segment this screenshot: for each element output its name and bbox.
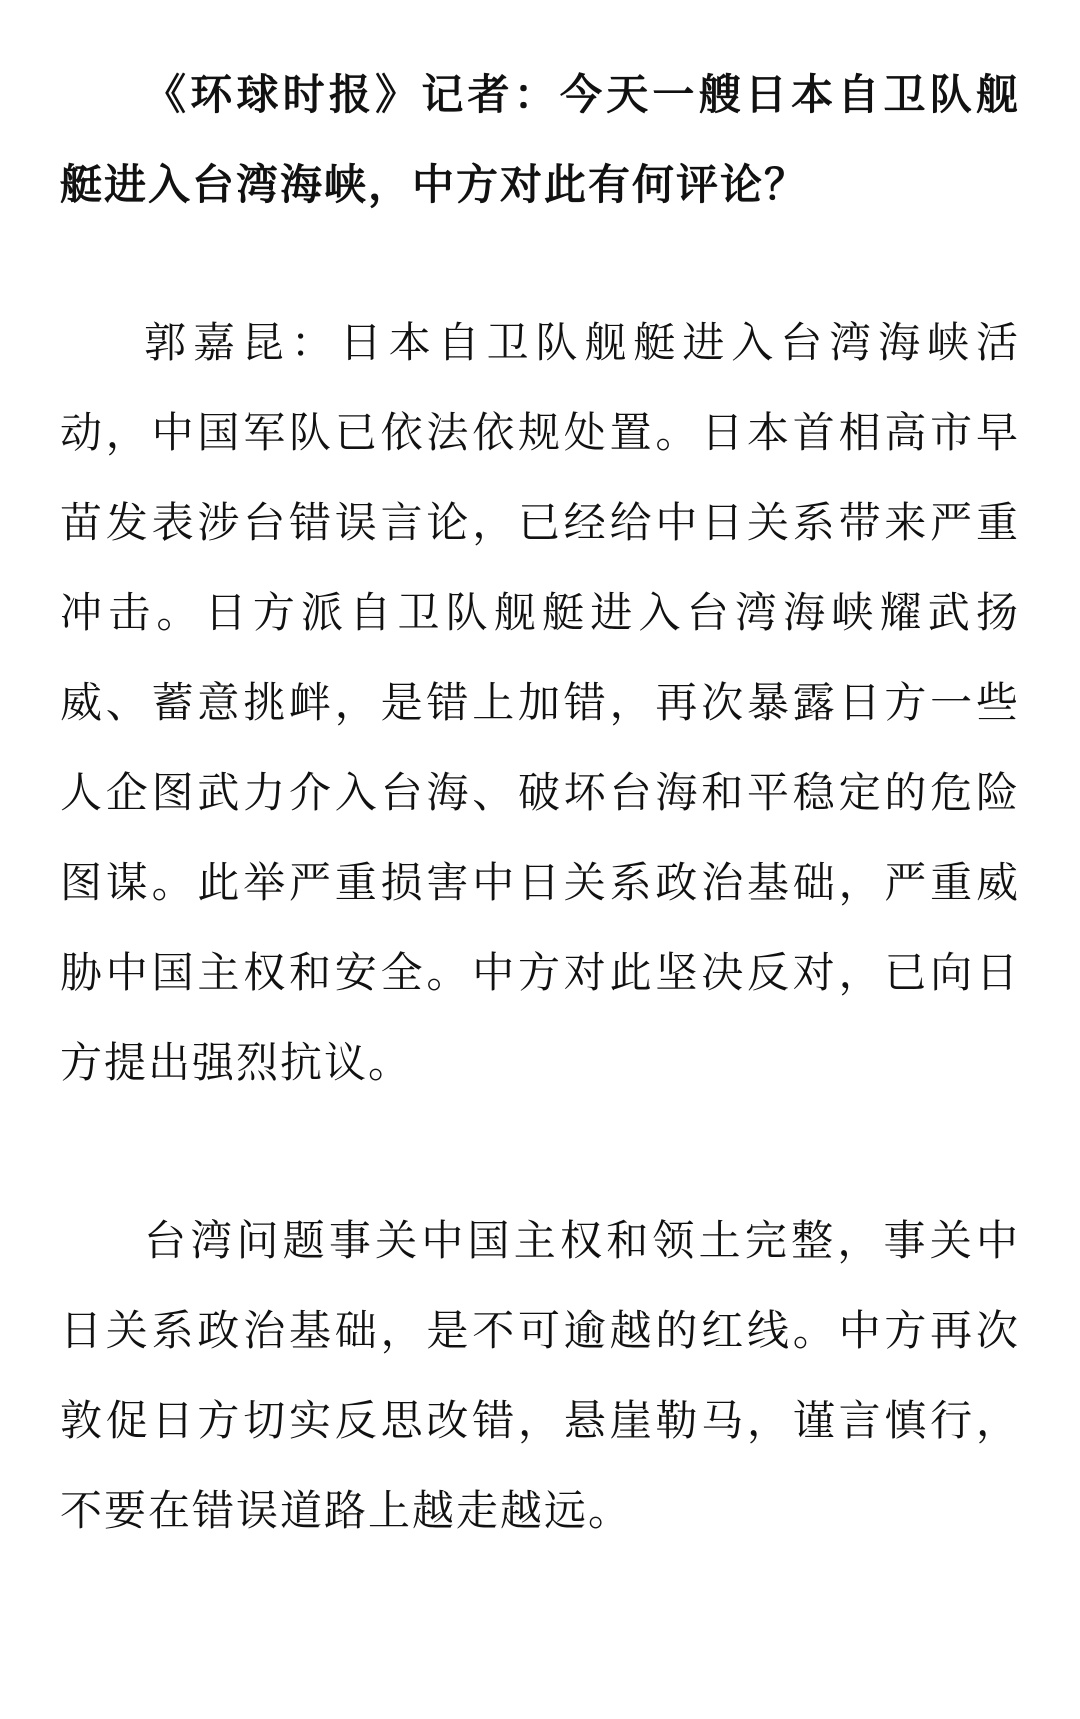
question-paragraph: 《环球时报》记者：今天一艘日本自卫队舰艇进入台湾海峡，中方对此有何评论？	[60, 70, 1020, 209]
answer-paragraph-2: 台湾问题事关中国主权和领土完整，事关中日关系政治基础，是不可逾越的红线。中方再次敦促日方切实反思改错，悬崖勒马，谨言慎行，不要在错误道路上越走越远。	[60, 1216, 1020, 1535]
answer-paragraph-1: 郭嘉昆：日本自卫队舰艇进入台湾海峡活动，中国军队已依法依规处置。日本首相高市早苗发表涉台错误言论，已经给中日关系带来严重冲击。日方派自卫队舰艇进入台湾海峡耀武扬威、蓄意挑衅，是错上加错，再次暴露日方一些人企图武力介入台海、破坏台海和平稳定的危险图谋。此举严重损害中日关系政治基础，严重威胁中国主权和安全。中方对此坚决反对，已向日方提出强烈抗议。	[60, 318, 1020, 1087]
